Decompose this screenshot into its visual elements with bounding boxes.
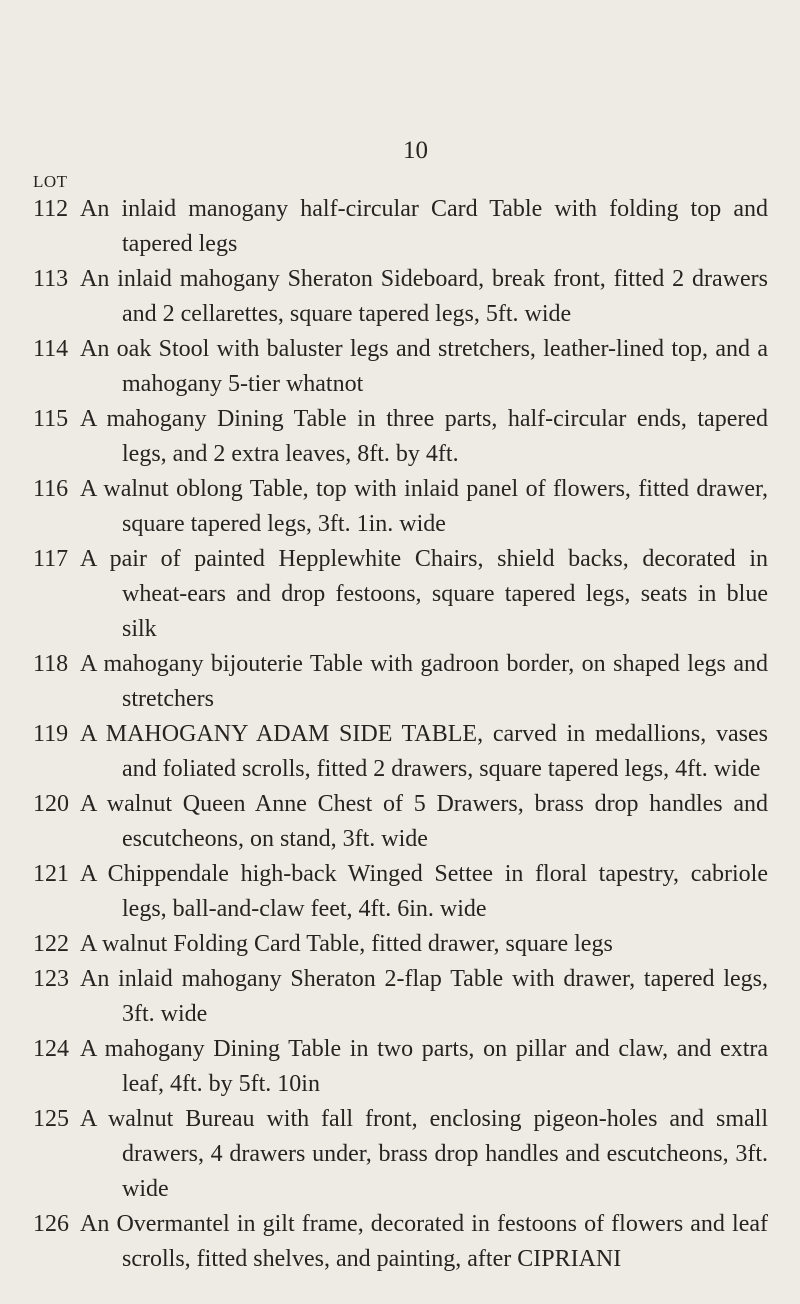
lot-number: 119	[33, 721, 69, 747]
lot-entry	[33, 787, 768, 857]
lot-description: An inlaid manogany half-circular Card Table with folding top and tapered legs	[80, 196, 768, 257]
lot-number: 121	[33, 861, 69, 887]
lot-entry	[33, 647, 768, 717]
lot-number: 113	[33, 266, 69, 292]
lot-entry	[33, 1207, 768, 1277]
lot-entry	[33, 1102, 768, 1207]
lot-description: A mahogany Dining Table in two parts, on pillar and claw, and extra leaf, 4ft. by 5ft. 10in	[80, 1036, 768, 1097]
page-number: 10	[403, 137, 428, 164]
lot-number: 125	[33, 1106, 69, 1132]
lot-description: A mahogany Dining Table in three parts, half-circular ends, tapered legs, and 2 extra leaves, 8ft. by 4ft.	[80, 406, 768, 467]
lot-description: A MAHOGANY ADAM SIDE TABLE, carved in medallions, vases and foliated scrolls, fitted 2 drawers, square tapered legs, 4ft. wide	[80, 721, 768, 782]
lot-entry	[33, 962, 768, 1032]
lot-entry	[33, 332, 768, 402]
lot-entry	[33, 1032, 768, 1102]
lot-number: 118	[33, 651, 69, 677]
lot-description: A pair of painted Hepplewhite Chairs, shield backs, decorated in wheat-ears and drop festoons, square tapered legs, seats in blue silk	[80, 546, 768, 642]
lot-entry	[33, 857, 768, 927]
lot-number: 112	[33, 196, 69, 222]
lot-entry	[33, 192, 768, 262]
lot-entry	[33, 717, 768, 787]
lot-number: 122	[33, 931, 69, 957]
lot-description: An inlaid mahogany Sheraton 2-flap Table with drawer, tapered legs, 3ft. wide	[80, 966, 768, 1027]
lot-column-header: LOT	[33, 172, 68, 191]
lot-description: A Chippendale high-back Winged Settee in floral tapestry, cabriole legs, ball-and-claw feet, 4ft. 6in. wide	[80, 861, 768, 922]
lot-description: A walnut Queen Anne Chest of 5 Drawers, brass drop handles and escutcheons, on stand, 3ft. wide	[80, 791, 768, 852]
lot-list	[33, 192, 768, 1277]
lot-description: A walnut Folding Card Table, fitted drawer, square legs	[80, 931, 613, 957]
lot-number: 114	[33, 336, 69, 362]
lot-description: A mahogany bijouterie Table with gadroon border, on shaped legs and stretchers	[80, 651, 768, 712]
lot-entry	[33, 927, 768, 962]
lot-number: 124	[33, 1036, 69, 1062]
lot-number: 116	[33, 476, 69, 502]
lot-entry	[33, 542, 768, 647]
lot-number: 117	[33, 546, 69, 572]
lot-number: 115	[33, 406, 69, 432]
lot-entry	[33, 402, 768, 472]
lot-entry	[33, 262, 768, 332]
lot-description: A walnut Bureau with fall front, enclosing pigeon-holes and small drawers, 4 drawers under, brass drop handles and escutcheons, 3ft. wide	[80, 1106, 768, 1202]
lot-number: 123	[33, 966, 69, 992]
lot-number: 120	[33, 791, 69, 817]
lot-number: 126	[33, 1211, 69, 1237]
lot-description: An inlaid mahogany Sheraton Sideboard, break front, fitted 2 drawers and 2 cellarettes, square tapered legs, 5ft. wide	[80, 266, 768, 327]
lot-description: A walnut oblong Table, top with inlaid panel of flowers, fitted drawer, square tapered legs, 3ft. 1in. wide	[80, 476, 768, 537]
lot-description: An oak Stool with baluster legs and stretchers, leather-lined top, and a mahogany 5-tier whatnot	[80, 336, 768, 397]
lot-entry	[33, 472, 768, 542]
lot-description: An Overmantel in gilt frame, decorated in festoons of flowers and leaf scrolls, fitted shelves, and painting, after CIPRIANI	[80, 1211, 768, 1272]
